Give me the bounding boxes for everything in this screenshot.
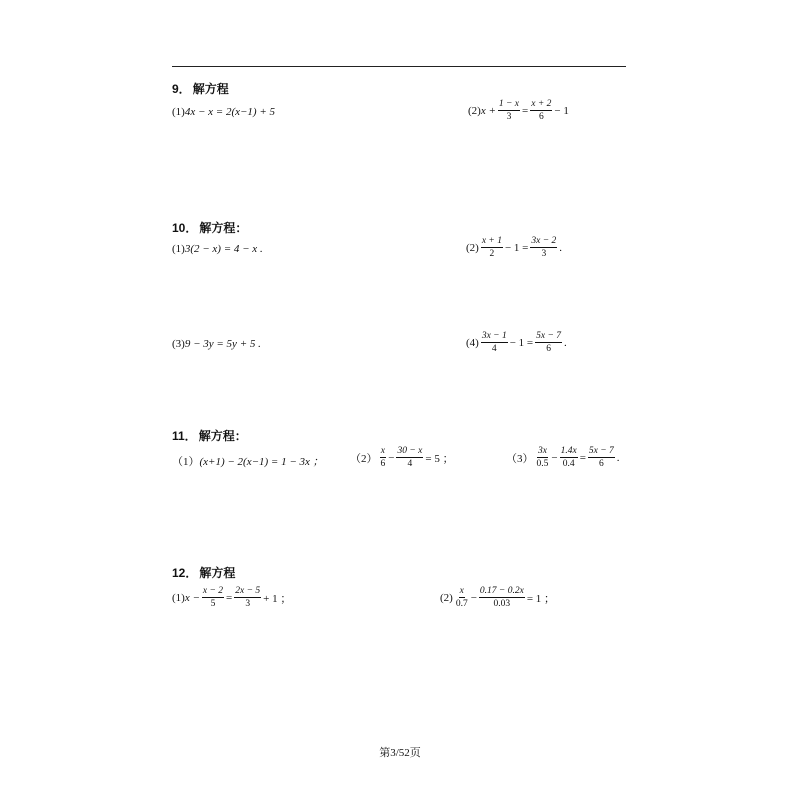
fraction	[530, 236, 557, 260]
part-label: (1)	[172, 591, 185, 604]
question-9-heading	[172, 80, 229, 97]
fraction	[535, 331, 562, 355]
equation-tail: .	[616, 451, 620, 464]
question-title: 解方程	[192, 82, 229, 96]
numerator: 1.4x	[560, 446, 578, 458]
denominator: 4	[491, 344, 497, 355]
q9-part-2	[468, 99, 569, 123]
fraction	[498, 99, 520, 123]
fraction	[481, 236, 503, 260]
numerator: x + 2	[530, 99, 552, 111]
operator: −	[388, 451, 395, 464]
operator: =	[522, 104, 529, 117]
part-label: (2)	[468, 104, 481, 117]
equation-tail: .	[559, 241, 563, 254]
numerator: 2x − 5	[234, 586, 261, 598]
question-11-heading	[172, 427, 247, 444]
denominator: 4	[407, 459, 413, 470]
numerator: x − 2	[202, 586, 224, 598]
denominator: 2	[489, 249, 495, 260]
numerator: 30 − x	[396, 446, 423, 458]
denominator: 6	[598, 459, 604, 470]
q11-part-1	[172, 453, 324, 469]
fraction	[481, 331, 508, 355]
question-title: 解方程：	[199, 221, 248, 235]
denominator: 0.7	[455, 599, 468, 610]
q10-part-4	[466, 331, 567, 355]
denominator: 5	[210, 599, 216, 610]
q10-part-3	[172, 338, 261, 350]
fraction	[588, 446, 615, 470]
equation: 3(2 − x) = 4 − x .	[184, 243, 263, 255]
part-label: （3）	[506, 452, 534, 465]
q10-part-1	[172, 243, 263, 255]
equation-tail: = 5 ；	[425, 452, 454, 465]
operator: −	[551, 451, 558, 464]
numerator: x + 1	[481, 236, 503, 248]
question-number: 10．	[172, 221, 198, 235]
question-number: 11．	[172, 429, 197, 443]
numerator: 5x − 7	[588, 446, 615, 458]
part-label: (2)	[440, 591, 453, 604]
numerator: 0.17 − 0.2x	[479, 586, 525, 598]
denominator: 3	[506, 112, 512, 123]
fraction	[234, 586, 261, 610]
operator: −	[470, 591, 477, 604]
question-title: 解方程	[199, 566, 236, 580]
denominator: 6	[538, 112, 544, 123]
part-label: (4)	[466, 336, 479, 349]
q11-part-2	[350, 446, 454, 470]
question-title: 解方程：	[198, 429, 247, 443]
denominator: 0.5	[536, 459, 549, 470]
q10-part-2	[466, 236, 562, 260]
operator: − 1 =	[504, 241, 529, 254]
numerator: 1 − x	[498, 99, 520, 111]
operator: =	[226, 591, 233, 604]
numerator: 3x − 2	[530, 236, 557, 248]
page-number: 第3/52页	[379, 747, 421, 759]
equation: 9 − 3y = 5y + 5 .	[184, 338, 261, 350]
question-number: 9．	[172, 82, 191, 96]
equation-lead: x +	[480, 104, 496, 117]
equation: 4x − x = 2(x−1) + 5	[184, 106, 275, 118]
part-label: (3)	[172, 338, 185, 350]
denominator: 6	[546, 344, 551, 355]
equation-tail: − 1	[554, 104, 569, 117]
denominator: 3	[541, 249, 547, 260]
numerator: x	[380, 446, 386, 458]
q9-part-1	[172, 106, 275, 118]
part-label: (1)	[172, 243, 185, 255]
fraction	[479, 586, 525, 610]
equation-tail: + 1 ；	[263, 592, 292, 605]
operator: − 1 =	[509, 336, 534, 349]
denominator: 3	[245, 599, 251, 610]
numerator: 5x − 7	[535, 331, 562, 343]
part-label: （2）	[350, 452, 378, 465]
fraction	[380, 446, 387, 470]
header-rule	[172, 66, 626, 67]
denominator: 0.03	[493, 599, 511, 610]
equation-tail: .	[564, 336, 567, 349]
fraction	[455, 586, 469, 610]
part-label: （1）	[172, 456, 200, 468]
fraction	[536, 446, 550, 470]
fraction	[530, 99, 552, 123]
equation-lead: x −	[184, 591, 200, 604]
fraction	[202, 586, 224, 610]
numerator: x	[459, 586, 465, 598]
fraction	[560, 446, 578, 470]
q12-part-1	[172, 586, 291, 610]
question-12-heading	[172, 564, 235, 581]
part-label: (1)	[172, 106, 185, 118]
part-label: (2)	[466, 241, 479, 254]
equation: (x+1) − 2(x−1) = 1 − 3x ；	[199, 456, 324, 468]
numerator: 3x − 1	[481, 331, 508, 343]
denominator: 0.4	[562, 459, 575, 470]
question-10-heading	[172, 219, 247, 236]
equation-tail: = 1 ；	[526, 592, 556, 605]
q11-part-3	[506, 446, 620, 470]
question-number: 12．	[172, 566, 198, 580]
operator: =	[579, 451, 586, 464]
q12-part-2	[440, 586, 555, 610]
fraction	[396, 446, 423, 470]
numerator: 3x	[537, 446, 548, 458]
denominator: 6	[380, 459, 386, 470]
